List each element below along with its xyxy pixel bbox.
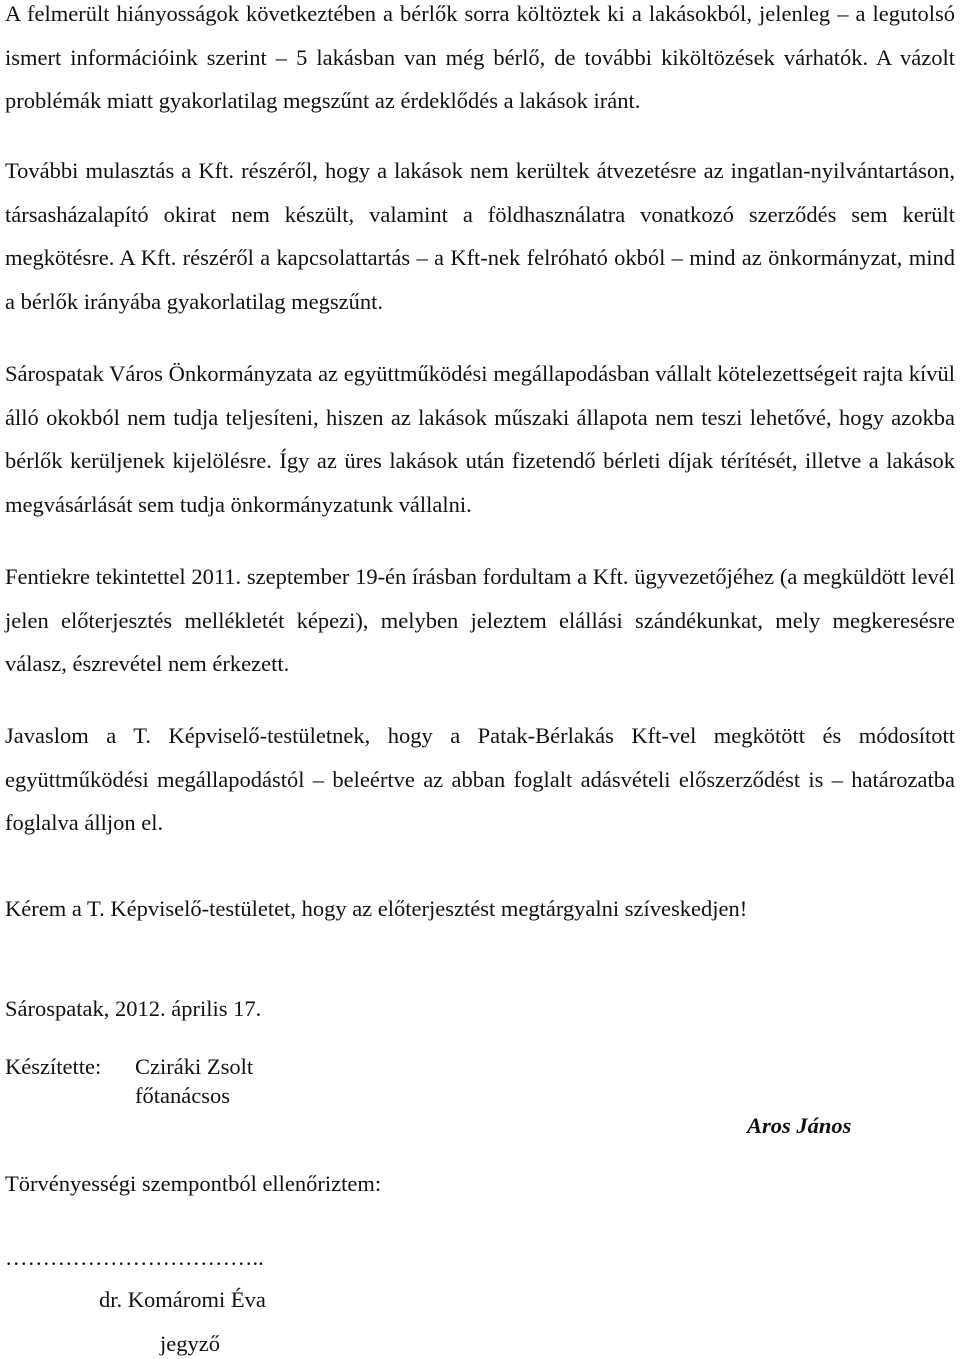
legality-check-label: Törvényességi szempontból ellenőriztem: [5,1171,382,1196]
prepared-by-label: Készítette: [5,1054,102,1079]
paragraph-municipality-obligations: Sárospatak Város Önkormányzata az együttműködési megállapodásban vállalt kötelezettségeit rajta kívül álló okokból nem tudja teljesíteni, hiszen az lakások műszaki állapota nem teszi lehetővé, hogy azokba bérlők kerüljenek kijelölésre. Így az üres lakások után fizetendő bérleti díjak térítését, illetve a lakások megvásárlását sem tudja önkormányzatunk vállalni. [5,361,955,517]
place-and-date: Sárospatak, 2012. április 17. [5,996,262,1021]
preparer-name: Cziráki Zsolt [135,1054,254,1079]
paragraph-proposal: Javaslom a T. Képviselő-testületnek, hogy a Patak-Bérlakás Kft-vel megkötött és módosított együttműködési megállapodástól – beleértve az abban foglalt adásvételi előszerződést is – határozatba foglalva álljon el. [5,723,955,835]
preparer-title: főtanácsos [135,1083,230,1108]
notary-title: jegyző [160,1331,220,1356]
signature-line: …………………………….. [5,1245,264,1270]
notary-name: dr. Komáromi Éva [99,1287,266,1312]
request-sentence: Kérem a T. Képviselő-testületet, hogy az előterjesztést megtárgyalni szíveskedjen! [5,896,748,921]
paragraph-kft-omissions: További mulasztás a Kft. részéről, hogy a lakások nem kerültek átvezetésre az ingatlan-nyilvántartáson, társasházalapító okirat nem készült, valamint a földhasználatra vonatkozó szerződés sem került megkötésre. A Kft. részéről a kapcsolattartás – a Kft-nek felróható okból – mind az önkormányzat, mind a bérlők irányába gyakorlatilag megszűnt. [5,158,955,314]
paragraph-tenants-moving-out: A felmerült hiányosságok következtében a bérlők sorra költöztek ki a lakásokból, jelenleg – a legutolsó ismert információink szerint – 5 lakásban van még bérlő, de további kiköltözések várhatók. A vázolt problémák miatt gyakorlatilag megszűnt az érdeklődés a lakások iránt. [5,1,955,113]
paragraph-withdrawal-letter: Fentiekre tekintettel 2011. szeptember 19-én írásban fordultam a Kft. ügyvezetőjéhez (a megküldött levél jelen előterjesztés mellékletét képezi), melyben jeleztem elállási szándékunkat, mely megkeresésre válasz, észrevétel nem érkezett. [5,564,955,676]
mayor-signature-name: Aros János [747,1113,852,1138]
